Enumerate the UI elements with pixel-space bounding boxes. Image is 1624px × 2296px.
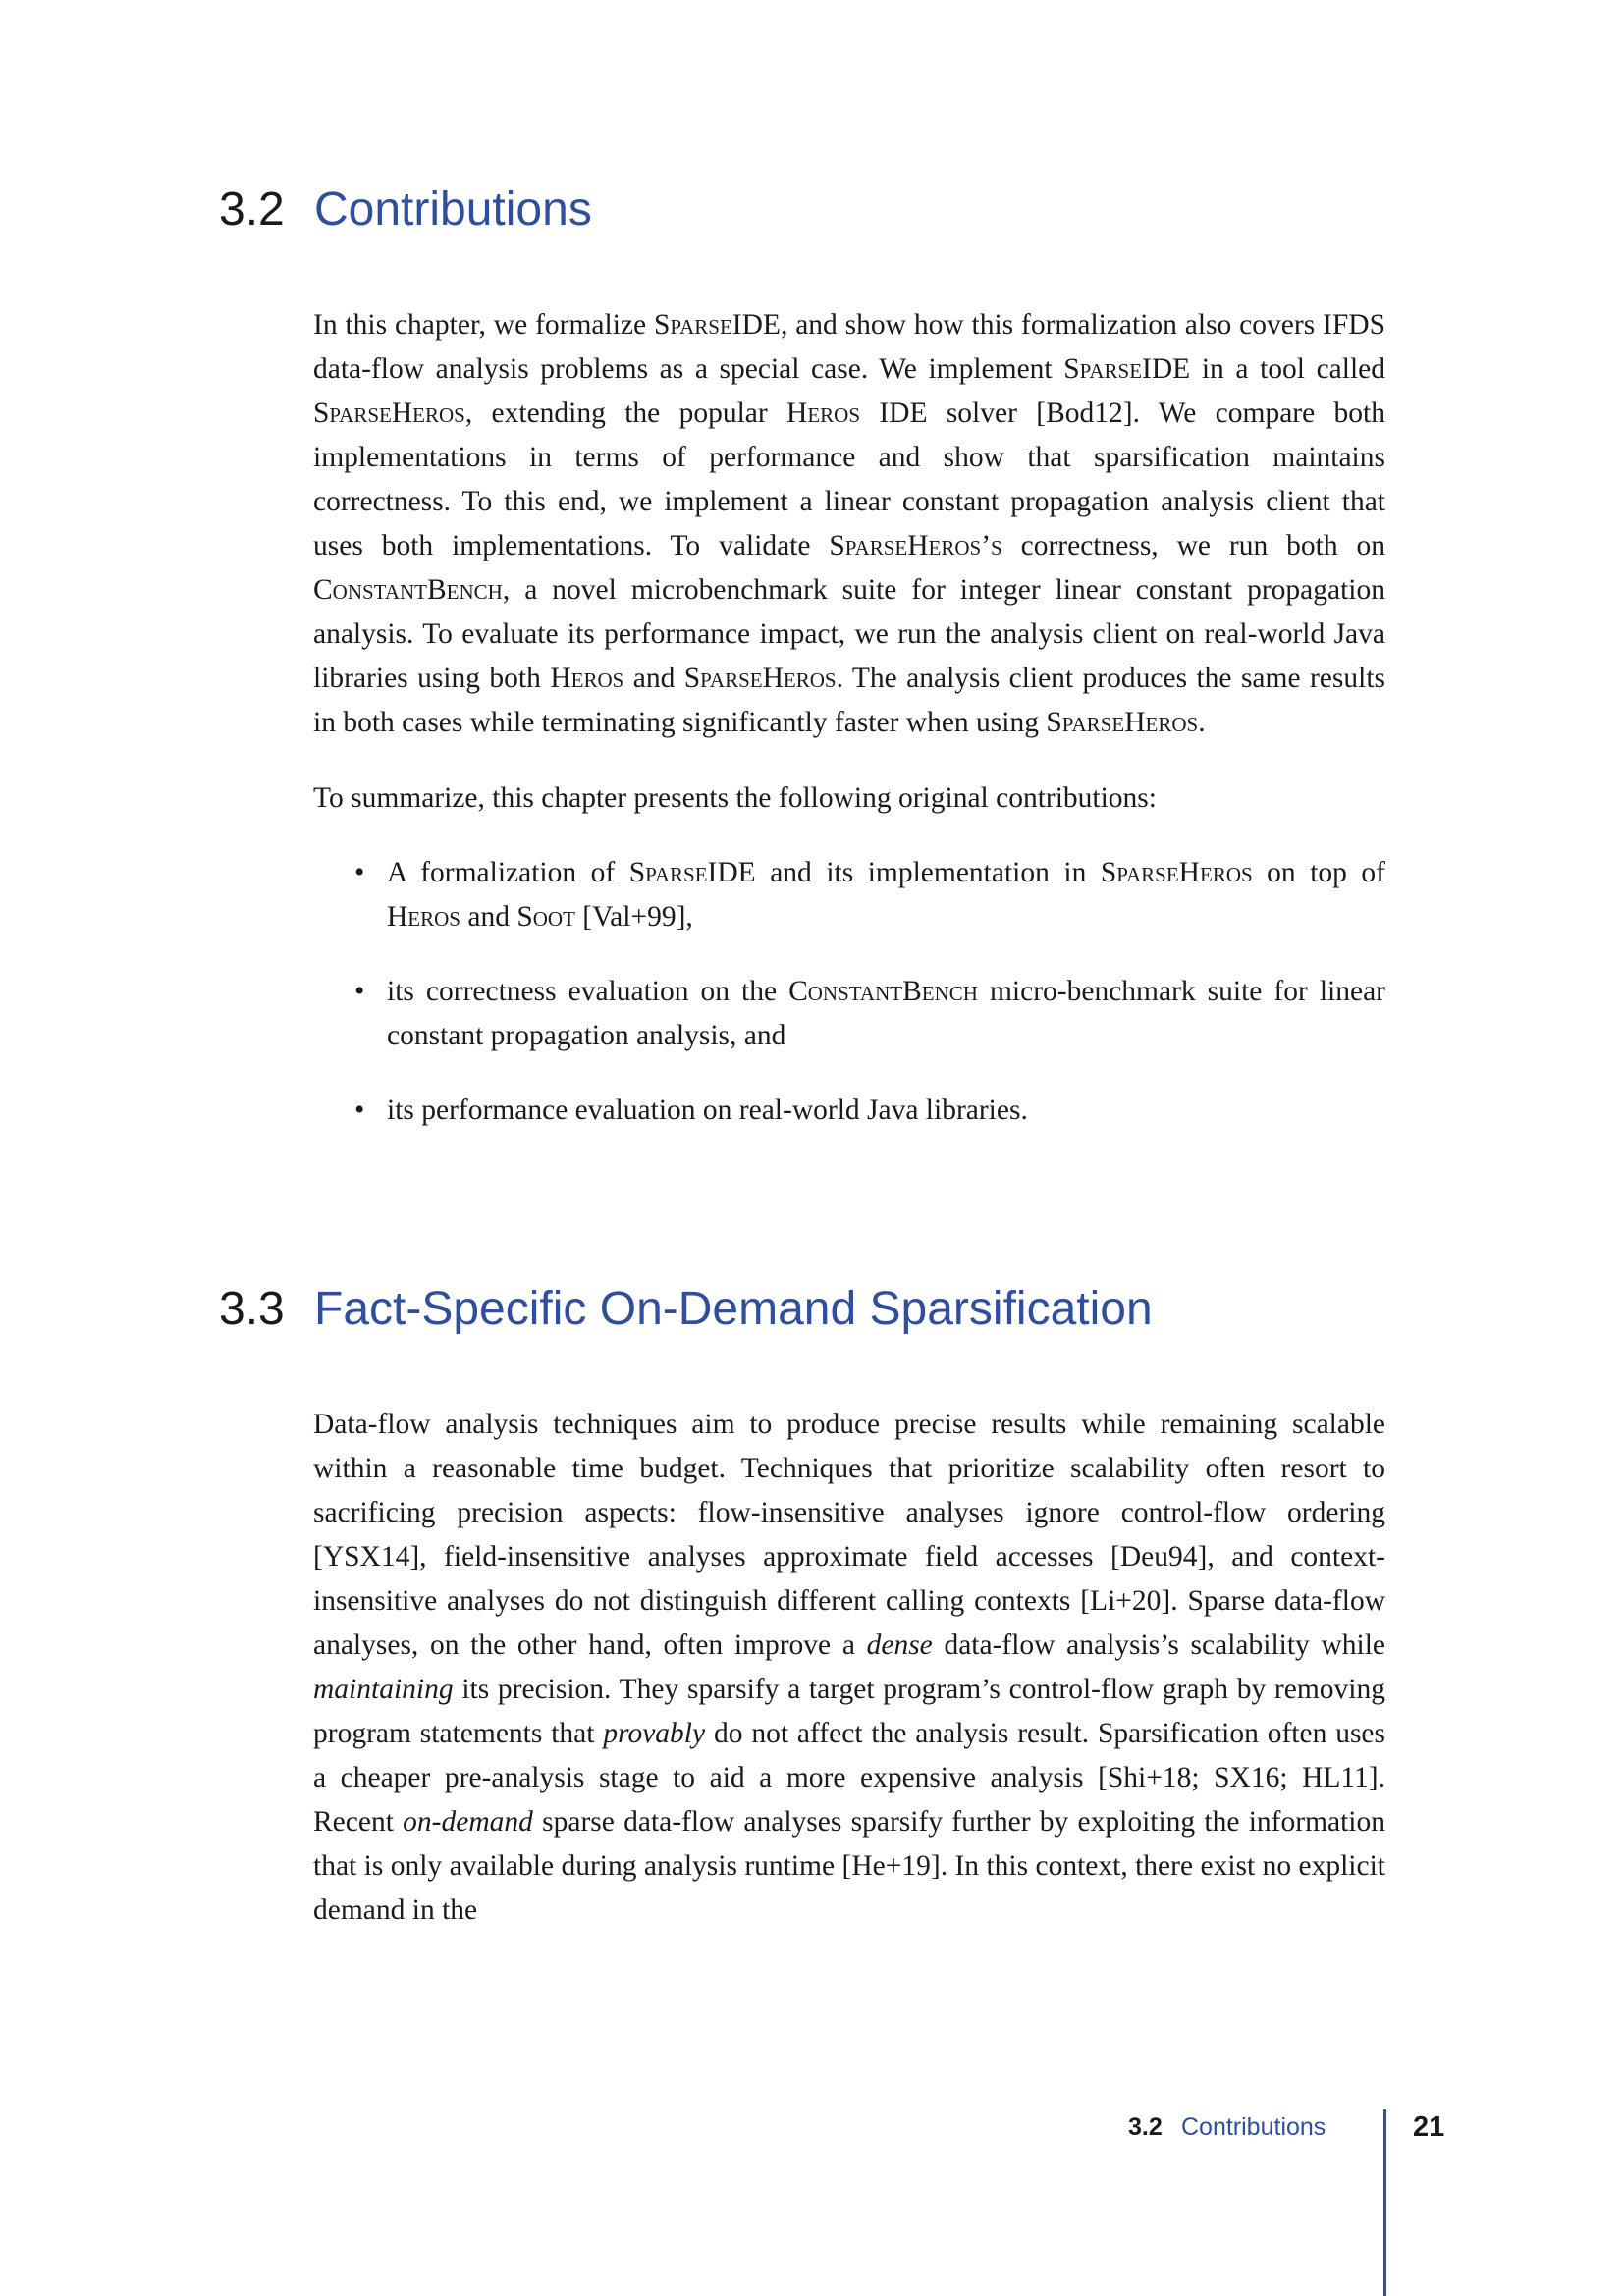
footer-section-title: Contributions [1181,2113,1326,2141]
term-sparseheros: SparseHeros [313,398,465,429]
section-title: Contributions [314,184,592,236]
paragraph-sparsification: Data-flow analysis techniques aim to produce precise results while remaining scalable within a reasonable time budget. Techniques that prioritize scalability often resort to sacrificing precision aspects: flow-insensitive analyses ignore control-flow ordering [YSX14], field-insensitive analyses approximate field accesses [Deu94], and context-insensitive analyses do not distinguish different calling contexts [Li+20]. Sparse data-flow analyses, on the other hand, often improve a dense data-flow analysis’s scalability while maintaining its precision. They sparsify a target program’s control-flow graph by removing program statements that provably do not affect the analysis result. Sparsification often uses a cheaper pre-analysis stage to aid a more expensive analysis [Shi+18; SX16; HL11]. Recent on-demand sparse data-flow analyses sparsify further by exploiting the information that is only available during analysis runtime [He+19]. In this context, there exist no explicit demand in the [313,1409,1386,1926]
section-heading-sparsification [219,1283,1153,1335]
term-constantbench: ConstantBench [313,574,503,606]
term-sparseide: SparseIDE [653,309,781,341]
bullet-icon: • [354,857,365,888]
sparsification-body [313,1403,1385,1933]
list-item: • A formalization of SparseIDE and its implementation in SparseHeros on top of Heros and Soot [Val+99], [313,851,1385,939]
contributions-list [313,851,1385,1133]
term-heros: Heros [786,398,861,429]
term-sparseheros: SparseHeros [683,663,837,694]
section-heading-contributions [219,184,592,236]
section-title: Fact-Specific On-Demand Sparsification [314,1283,1153,1335]
term-sparseheros: SparseHeros’s [829,530,1002,561]
list-item: • its performance evaluation on real-world Java libraries. [313,1089,1385,1133]
paragraph-summary-intro: To summarize, this chapter presents the following original contributions: [313,782,1157,814]
term-heros: Heros [550,663,624,694]
page-number: 21 [1413,2111,1445,2143]
term-sparseheros: SparseHeros [1046,707,1199,738]
section-number: 3.2 [219,184,285,236]
term-sparseide: SparseIDE [1063,353,1191,385]
bullet-icon: • [354,976,365,1007]
list-item: • its correctness evaluation on the ConstantBench micro-benchmark suite for linear constant propagation analysis, and [313,970,1385,1058]
paragraph-chapter-overview: In this chapter, we formalize SparseIDE, and show how this formalization also covers IFDS data-flow analysis problems as a special case. We implement SparseIDE in a tool called SparseHeros, extending the popular Heros IDE solver [Bod12]. We compare both implementations in terms of performance and show that sparsification maintains correctness. To this end, we implement a linear constant propagation analysis client that uses both implementations. To validate SparseHeros’s correctness, we run both on ConstantBench, a novel microbenchmark suite for integer linear constant propagation analysis. To evaluate its performance impact, we run the analysis client on real-world Java libraries using both Heros and SparseHeros. The analysis client produces the same results in both cases while terminating significantly faster when using SparseHeros. [313,309,1386,738]
contributions-body [313,303,1385,1163]
footer-rule [1383,2109,1386,2296]
section-number: 3.3 [219,1283,285,1335]
bullet-icon: • [354,1095,365,1126]
footer-section-number: 3.2 [1128,2113,1163,2141]
